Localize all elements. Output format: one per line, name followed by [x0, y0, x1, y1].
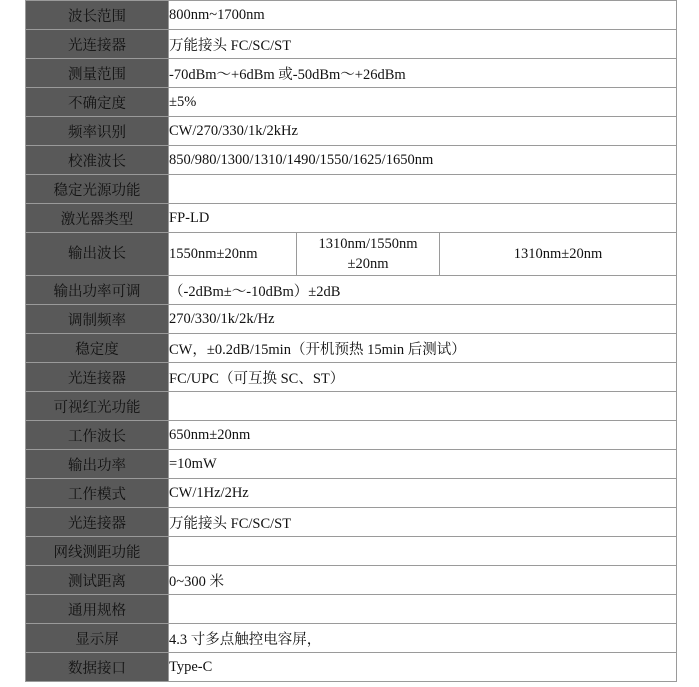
row-value: CW/1Hz/2Hz [169, 479, 677, 508]
row-value: FP-LD [169, 204, 677, 233]
table-row [26, 1, 677, 30]
table-row [26, 146, 677, 175]
row-value: -70dBm～+6dBm 或-50dBm～+26dBm [169, 59, 677, 88]
row-label: 工作模式 [26, 479, 169, 508]
table-row [26, 233, 677, 276]
table-row [26, 30, 677, 59]
table-row [26, 88, 677, 117]
section-row [26, 595, 677, 624]
row-value: （-2dBm±～-10dBm）±2dB [169, 276, 677, 305]
row-label: 频率识别 [26, 117, 169, 146]
spec-table [25, 0, 677, 682]
table-row [26, 59, 677, 88]
section-label: 稳定光源功能 [26, 175, 169, 204]
table-row [26, 450, 677, 479]
row-label: 输出功率可调 [26, 276, 169, 305]
table-row [26, 479, 677, 508]
wavelength-option-3: 1310nm±20nm [440, 233, 677, 276]
table-row [26, 653, 677, 682]
table-row [26, 624, 677, 653]
wavelength-option-2: 1310nm/1550nm ±20nm [297, 233, 440, 276]
table-row [26, 508, 677, 537]
table-row [26, 363, 677, 392]
row-label: 激光器类型 [26, 204, 169, 233]
row-label: 显示屏 [26, 624, 169, 653]
wavelength-option-1: 1550nm±20nm [169, 233, 297, 276]
row-value: ±5% [169, 88, 677, 117]
row-value [169, 392, 677, 421]
row-value: 万能接头 FC/SC/ST [169, 508, 677, 537]
section-label: 通用规格 [26, 595, 169, 624]
row-value: CW/270/330/1k/2kHz [169, 117, 677, 146]
row-label: 输出波长 [26, 233, 169, 276]
row-value: =10mW [169, 450, 677, 479]
section-label: 可视红光功能 [26, 392, 169, 421]
section-row [26, 175, 677, 204]
row-label: 校准波长 [26, 146, 169, 175]
row-label: 光连接器 [26, 363, 169, 392]
row-value: Type-C [169, 653, 677, 682]
row-value: 650nm±20nm [169, 421, 677, 450]
row-value: 800nm~1700nm [169, 1, 677, 30]
row-value: CW，±0.2dB/15min（开机预热 15min 后测试） [169, 334, 677, 363]
section-row [26, 392, 677, 421]
row-label: 调制频率 [26, 305, 169, 334]
row-value [169, 175, 677, 204]
section-row [26, 537, 677, 566]
table-row [26, 276, 677, 305]
table-row [26, 334, 677, 363]
row-value: FC/UPC（可互换 SC、ST） [169, 363, 677, 392]
table-row [26, 204, 677, 233]
row-label: 测试距离 [26, 566, 169, 595]
row-value: 0~300 米 [169, 566, 677, 595]
row-value: 270/330/1k/2k/Hz [169, 305, 677, 334]
row-label: 测量范围 [26, 59, 169, 88]
table-row [26, 305, 677, 334]
table-row [26, 566, 677, 595]
section-label: 网线测距功能 [26, 537, 169, 566]
row-value: 4.3 寸多点触控电容屏， [169, 624, 677, 653]
row-label: 光连接器 [26, 30, 169, 59]
row-label: 光连接器 [26, 508, 169, 537]
row-value: 万能接头 FC/SC/ST [169, 30, 677, 59]
table-row [26, 421, 677, 450]
row-label: 波长范围 [26, 1, 169, 30]
row-value [169, 537, 677, 566]
row-value [169, 595, 677, 624]
row-label: 输出功率 [26, 450, 169, 479]
row-label: 工作波长 [26, 421, 169, 450]
row-label: 稳定度 [26, 334, 169, 363]
row-value: 850/980/1300/1310/1490/1550/1625/1650nm [169, 146, 677, 175]
table-row [26, 117, 677, 146]
row-label: 数据接口 [26, 653, 169, 682]
row-label: 不确定度 [26, 88, 169, 117]
